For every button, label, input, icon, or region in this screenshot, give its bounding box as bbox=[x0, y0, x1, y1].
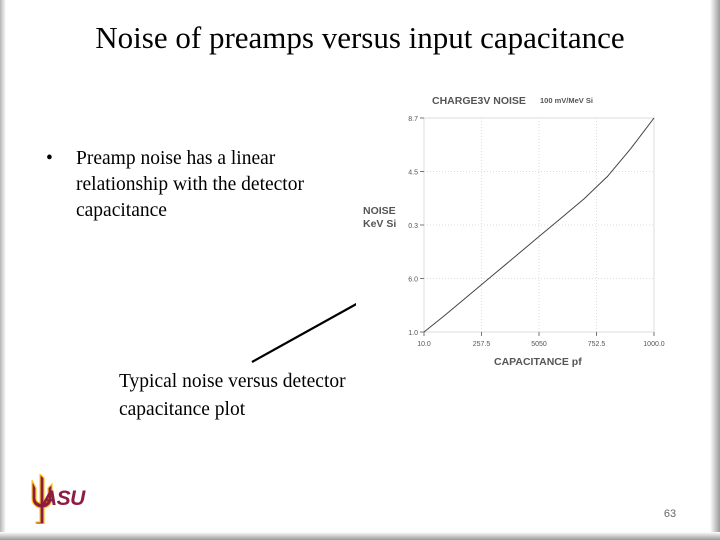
chart-x-tick-label: 5050 bbox=[531, 341, 547, 348]
bullet-item bbox=[46, 146, 346, 224]
slide-left-edge bbox=[0, 0, 6, 540]
chart-x-tick-label: 257.5 bbox=[472, 341, 491, 348]
chart-svg bbox=[356, 88, 680, 370]
asu-logo-text: ASU bbox=[42, 487, 85, 510]
chart-grid bbox=[424, 118, 654, 332]
chart-y-tick-label: 8.7 bbox=[408, 116, 418, 123]
chart-y-tick-label: 0.3 bbox=[408, 223, 418, 230]
page-number: 63 bbox=[663, 508, 677, 520]
chart-ylabel-line2: KeV Si bbox=[363, 218, 397, 230]
chart-subtitle: 100 mV/MeV Si bbox=[540, 96, 593, 105]
chart-x-tick-label: 1000.0 bbox=[643, 341, 665, 348]
noise-chart bbox=[356, 88, 680, 370]
bullet-text: Preamp noise has a linear relationship with the detector capacitance bbox=[76, 148, 304, 221]
plot-caption: Typical noise versus detector capacitance plot bbox=[119, 371, 346, 420]
slide-right-edge bbox=[710, 0, 720, 540]
chart-x-tick-label: 752.5 bbox=[587, 341, 606, 348]
chart-title: CHARGE3V NOISE bbox=[432, 95, 526, 107]
slide-title: Noise of preamps versus input capacitance bbox=[95, 20, 625, 55]
bullet-marker: • bbox=[46, 148, 53, 169]
chart-y-tick-label: 6.0 bbox=[408, 276, 418, 284]
chart-y-tick-label: 4.5 bbox=[408, 169, 418, 177]
chart-y-tick-label: 1.0 bbox=[408, 330, 418, 337]
chart-x-tick-label: 10.0 bbox=[417, 341, 431, 348]
slide-bottom-edge bbox=[0, 532, 720, 540]
chart-xlabel: CAPACITANCE pf bbox=[494, 356, 582, 368]
chart-ylabel-line1: NOISE bbox=[363, 205, 396, 217]
